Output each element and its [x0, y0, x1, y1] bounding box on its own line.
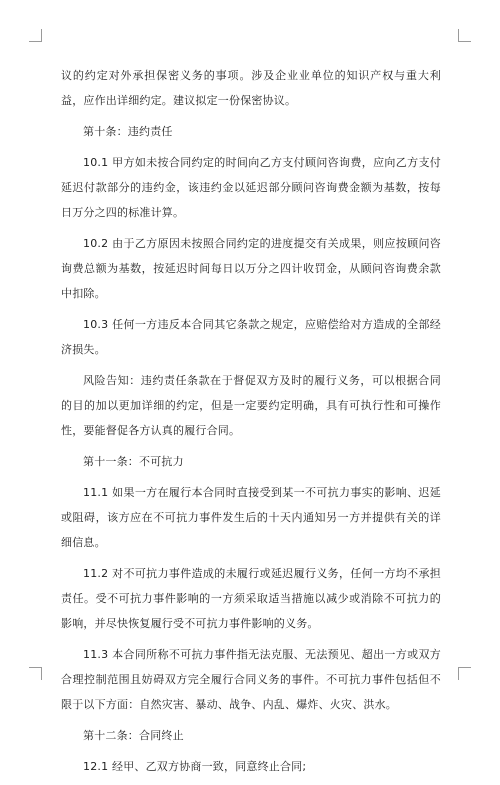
paragraph-10-3: 10.3 任何一方违反本合同其它条款之规定，应赔偿给对方造成的全部经济损失。: [61, 318, 441, 356]
document-body: [61, 63, 441, 785]
section-heading-article-11: 第十一条：不可抗力: [83, 455, 184, 468]
crop-mark-top-right: [458, 29, 471, 42]
paragraph-risk-notice: 风险告知：违约责任条款在于督促双方及时的履行义务，可以根据合同的目的加以更加详细的约定，但是一定要约定明确，具有可执行性和可操作性，要能督促各方认真的履行合同。: [61, 374, 441, 437]
paragraph-10-1: 10.1 甲方如未按合同约定的时间向乙方支付顾问咨询费，应向乙方支付延迟付款部分的违约金，该违约金以延迟部分顾问咨询费金额为基数，按每日万分之四的标准计算。: [61, 156, 441, 219]
paragraph-11-3: 11.3 本合同所称不可抗力事件指无法克服、无法预见、超出一方或双方合理控制范围且妨碍双方完全履行合同义务的事件。不可抗力事件包括但不限于以下方面：自然灾害、暴动、战争、内乱、爆炸、火灾、洪水。: [61, 648, 441, 711]
paragraph-11-1: 11.1 如果一方在履行本合同时直接受到某一不可抗力事实的影响、迟延或阻碍，该方应在不可抗力事件发生后的十天内通知另一方并提供有关的详细信息。: [61, 486, 441, 549]
paragraph-continuation: 议的约定对外承担保密义务的事项。涉及企业业单位的知识产权与重大利益，应作出详细约定。建议拟定一份保密协议。: [61, 69, 441, 107]
paragraph-11-2: 11.2 对不可抗力事件造成的未履行或延迟履行义务，任何一方均不承担责任。受不可抗力事件影响的一方须采取适当措施以减少或消除不可抗力的影响，并尽快恢复履行受不可抗力事件影响的义务。: [61, 567, 441, 630]
paragraph-10-2: 10.2 由于乙方原因未按照合同约定的进度提交有关成果，则应按顾问咨询费总额为基数，按延迟时间每日以万分之四计收罚金，从顾问咨询费余款中扣除。: [61, 237, 441, 300]
crop-mark-bottom-right: [458, 667, 471, 680]
section-heading-article-10: 第十条：违约责任: [83, 125, 173, 138]
paragraph-12-1: 12.1 经甲、乙双方协商一致，同意终止合同;: [83, 760, 307, 773]
crop-mark-top-left: [29, 29, 42, 42]
section-heading-article-12: 第十二条：合同终止: [83, 729, 184, 742]
crop-mark-bottom-left: [29, 667, 42, 680]
